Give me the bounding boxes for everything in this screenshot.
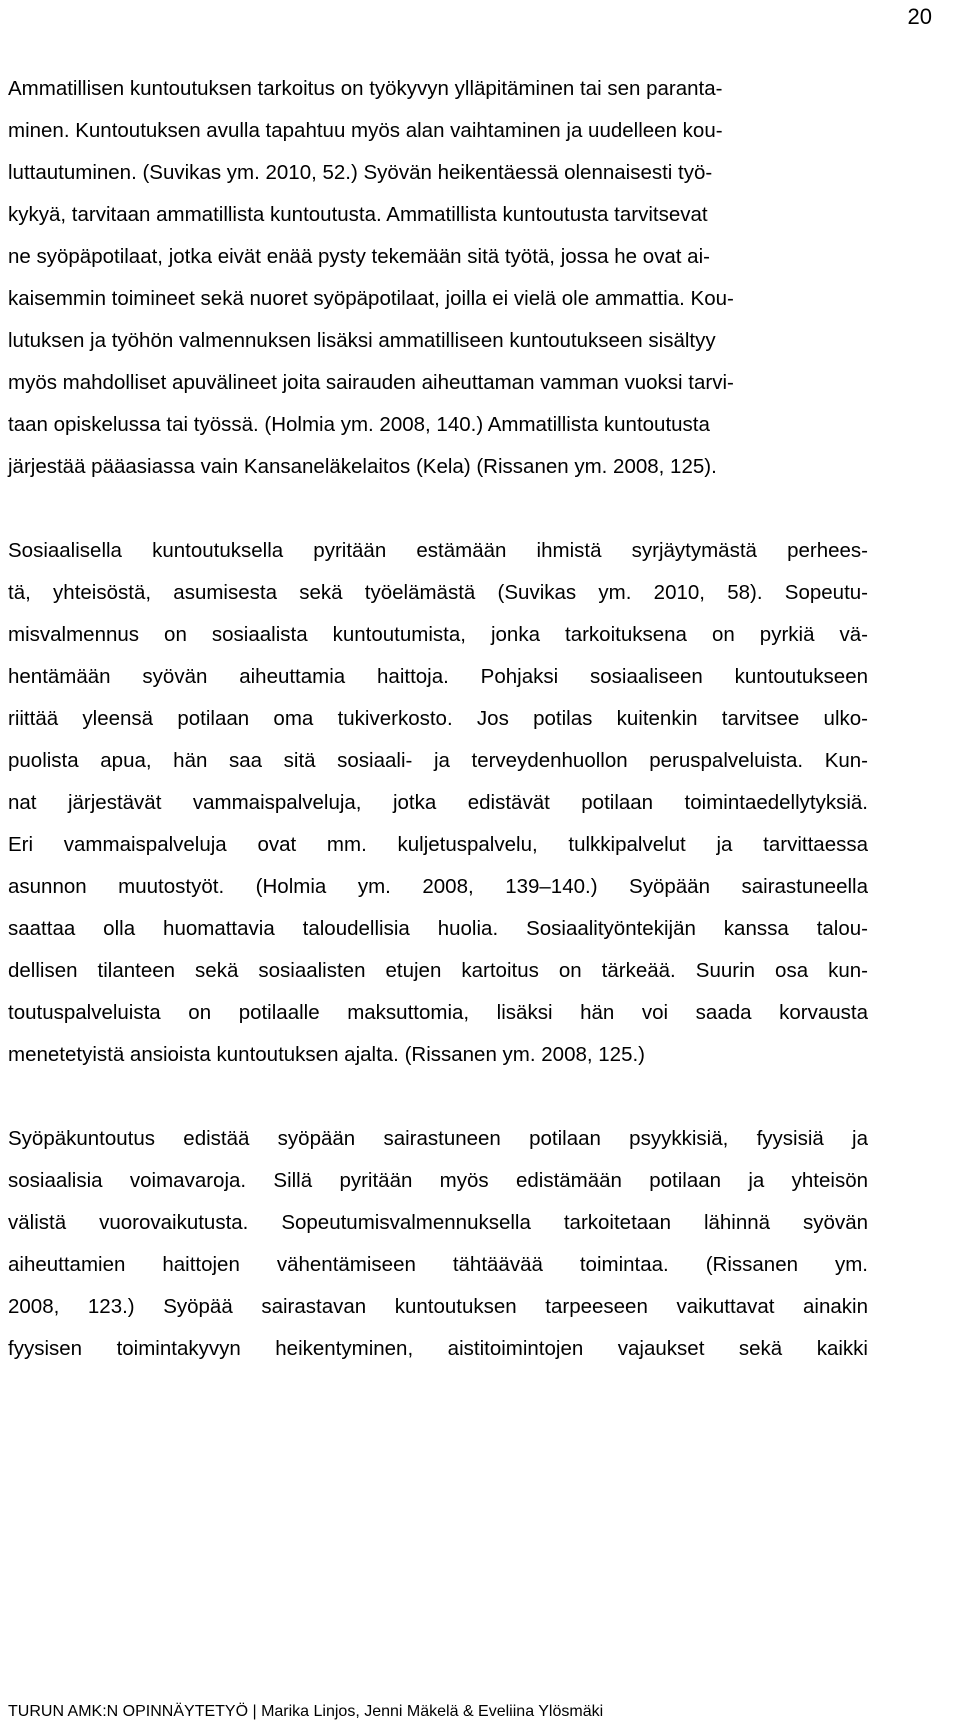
text-line: fyysisen toimintakyvyn heikentyminen, aistitoimintojen vajaukset sekä kaikki — [8, 1337, 868, 1360]
text-line: Ammatillisen kuntoutuksen tarkoitus on työkyvyn ylläpitäminen tai sen paranta- — [8, 77, 723, 100]
footer: TURUN AMK:N OPINNÄYTETYÖ | Marika Linjos, Jenni Mäkelä & Eveliina Ylösmäki — [8, 1703, 604, 1720]
text-line: lutuksen ja työhön valmennuksen lisäksi ammatilliseen kuntoutukseen sisältyy — [8, 329, 716, 352]
text-line: minen. Kuntoutuksen avulla tapahtuu myös alan vaihtaminen ja uudelleen kou- — [8, 119, 723, 142]
text-line: Syöpäkuntoutus edistää syöpään sairastuneen potilaan psyykkisiä, fyysisiä ja — [8, 1127, 868, 1150]
text-line: puolista apua, hän saa sitä sosiaali- ja terveydenhuollon peruspalveluista. Kun- — [8, 749, 868, 772]
text-line: tä, yhteisöstä, asumisesta sekä työelämästä (Suvikas ym. 2010, 58). Sopeutu- — [8, 581, 868, 604]
text-line: luttautuminen. (Suvikas ym. 2010, 52.) Syövän heikentäessä olennaisesti työ- — [8, 161, 713, 184]
text-line: kykyä, tarvitaan ammatillista kuntoutusta. Ammatillista kuntoutusta tarvitsevat — [8, 203, 708, 226]
text-line: riittää yleensä potilaan oma tukiverkosto. Jos potilas kuitenkin tarvitsee ulko- — [8, 707, 868, 730]
text-line: 2008, 123.) Syöpää sairastavan kuntoutuksen tarpeeseen vaikuttavat ainakin — [8, 1295, 868, 1318]
text-line: misvalmennus on sosiaalista kuntoutumista, jonka tarkoituksena on pyrkiä vä- — [8, 623, 868, 646]
text-line: menetetyistä ansioista kuntoutuksen ajalta. (Rissanen ym. 2008, 125.) — [8, 1043, 645, 1066]
text-line: Eri vammaispalveluja ovat mm. kuljetuspalvelu, tulkkipalvelut ja tarvittaessa — [8, 833, 868, 856]
text-line: toutuspalveluista on potilaalle maksuttomia, lisäksi hän voi saada korvausta — [8, 1001, 868, 1024]
text-line: kaisemmin toimineet sekä nuoret syöpäpotilaat, joilla ei vielä ole ammattia. Kou- — [8, 287, 734, 310]
text-line: hentämään syövän aiheuttamia haittoja. Pohjaksi sosiaaliseen kuntoutukseen — [8, 665, 868, 688]
text-line: ne syöpäpotilaat, jotka eivät enää pysty tekemään sitä työtä, jossa he ovat ai- — [8, 245, 710, 268]
text-line: Sosiaalisella kuntoutuksella pyritään estämään ihmistä syrjäytymästä perhees- — [8, 539, 868, 562]
text-line: saattaa olla huomattavia taloudellisia huolia. Sosiaalityöntekijän kanssa talou- — [8, 917, 868, 940]
text-line: järjestää pääasiassa vain Kansaneläkelaitos (Kela) (Rissanen ym. 2008, 125). — [8, 455, 717, 478]
page-number: 20 — [907, 4, 932, 29]
text-line: aiheuttamien haittojen vähentämiseen tähtäävää toimintaa. (Rissanen ym. — [8, 1253, 868, 1276]
text-line: välistä vuorovaikutusta. Sopeutumisvalmennuksella tarkoitetaan lähinnä syövän — [8, 1211, 868, 1234]
text-line: nat järjestävät vammaispalveluja, jotka edistävät potilaan toimintaedellytyksiä. — [8, 791, 868, 814]
text-line: dellisen tilanteen sekä sosiaalisten etujen kartoitus on tärkeää. Suurin osa kun- — [8, 959, 868, 982]
text-line: asunnon muutostyöt. (Holmia ym. 2008, 139–140.) Syöpään sairastuneella — [8, 875, 868, 898]
text-line: sosiaalisia voimavaroja. Sillä pyritään myös edistämään potilaan ja yhteisön — [8, 1169, 868, 1192]
text-line: myös mahdolliset apuvälineet joita sairauden aiheuttaman vamman vuoksi tarvi- — [8, 371, 734, 394]
text-line: taan opiskelussa tai työssä. (Holmia ym. 2008, 140.) Ammatillista kuntoutusta — [8, 413, 710, 436]
